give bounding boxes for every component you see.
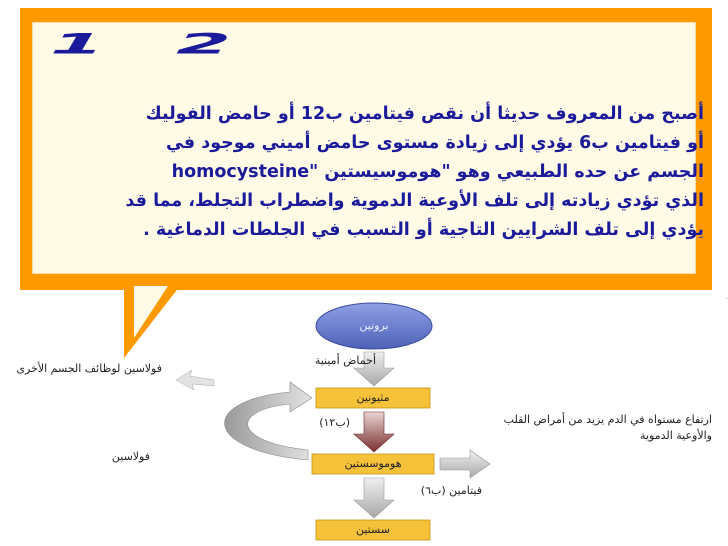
- b12-label: (ب١٢): [319, 416, 350, 429]
- folacin-label: فولاسين: [111, 450, 150, 463]
- pathway-diagram: [0, 300, 728, 546]
- corner-mark: .: [725, 292, 728, 301]
- homocysteine-label: هوموسستين: [344, 457, 402, 470]
- callout-paragraph: [54, 100, 704, 245]
- callout-line: أصبح من المعروف حديثا أن نقص فيتامين ب12 أو حامض الفوليك: [145, 104, 704, 124]
- cysteine-label: سستين: [355, 523, 391, 536]
- methionine-label: مثيونين: [356, 391, 390, 404]
- b6-label: فيتامين (ب٦): [420, 484, 482, 497]
- amino-acids-label: أحماض أمينية: [314, 354, 376, 367]
- callout-line: أو فيتامين ب6 يؤدي إلى زيادة مستوى حامض أميني موجود في: [165, 133, 704, 153]
- arrow-methionine-to-homocysteine: [354, 412, 394, 452]
- arrow-homocysteine-to-risk: [440, 450, 490, 478]
- protein-label: بروتين: [359, 319, 389, 332]
- callout-line: يؤدي إلى تلف الشرايين التاجية أو التسبب في الجلطات الدماغية .: [143, 220, 704, 240]
- folacin-out-arrow: [176, 370, 214, 390]
- folacin-other-label: فولاسين لوظائف الجسم الأخرى: [16, 362, 162, 375]
- callout-line: الجسم عن حده الطبيعي وهو "هوموسيستين "homocysteine: [171, 162, 704, 182]
- arrow-homocysteine-to-cysteine: [354, 478, 394, 518]
- callout-heading-number: 12: [40, 27, 312, 61]
- risk-label: ارتفاع مستواه في الدم يزيد من أمراض القلب والأوعية الدموية: [503, 413, 712, 442]
- folate-cycle-curve: [225, 382, 312, 460]
- callout-line: الذي تؤدي زيادته إلى تلف الأوعية الدموية واضطراب التجلط، مما قد: [125, 191, 704, 211]
